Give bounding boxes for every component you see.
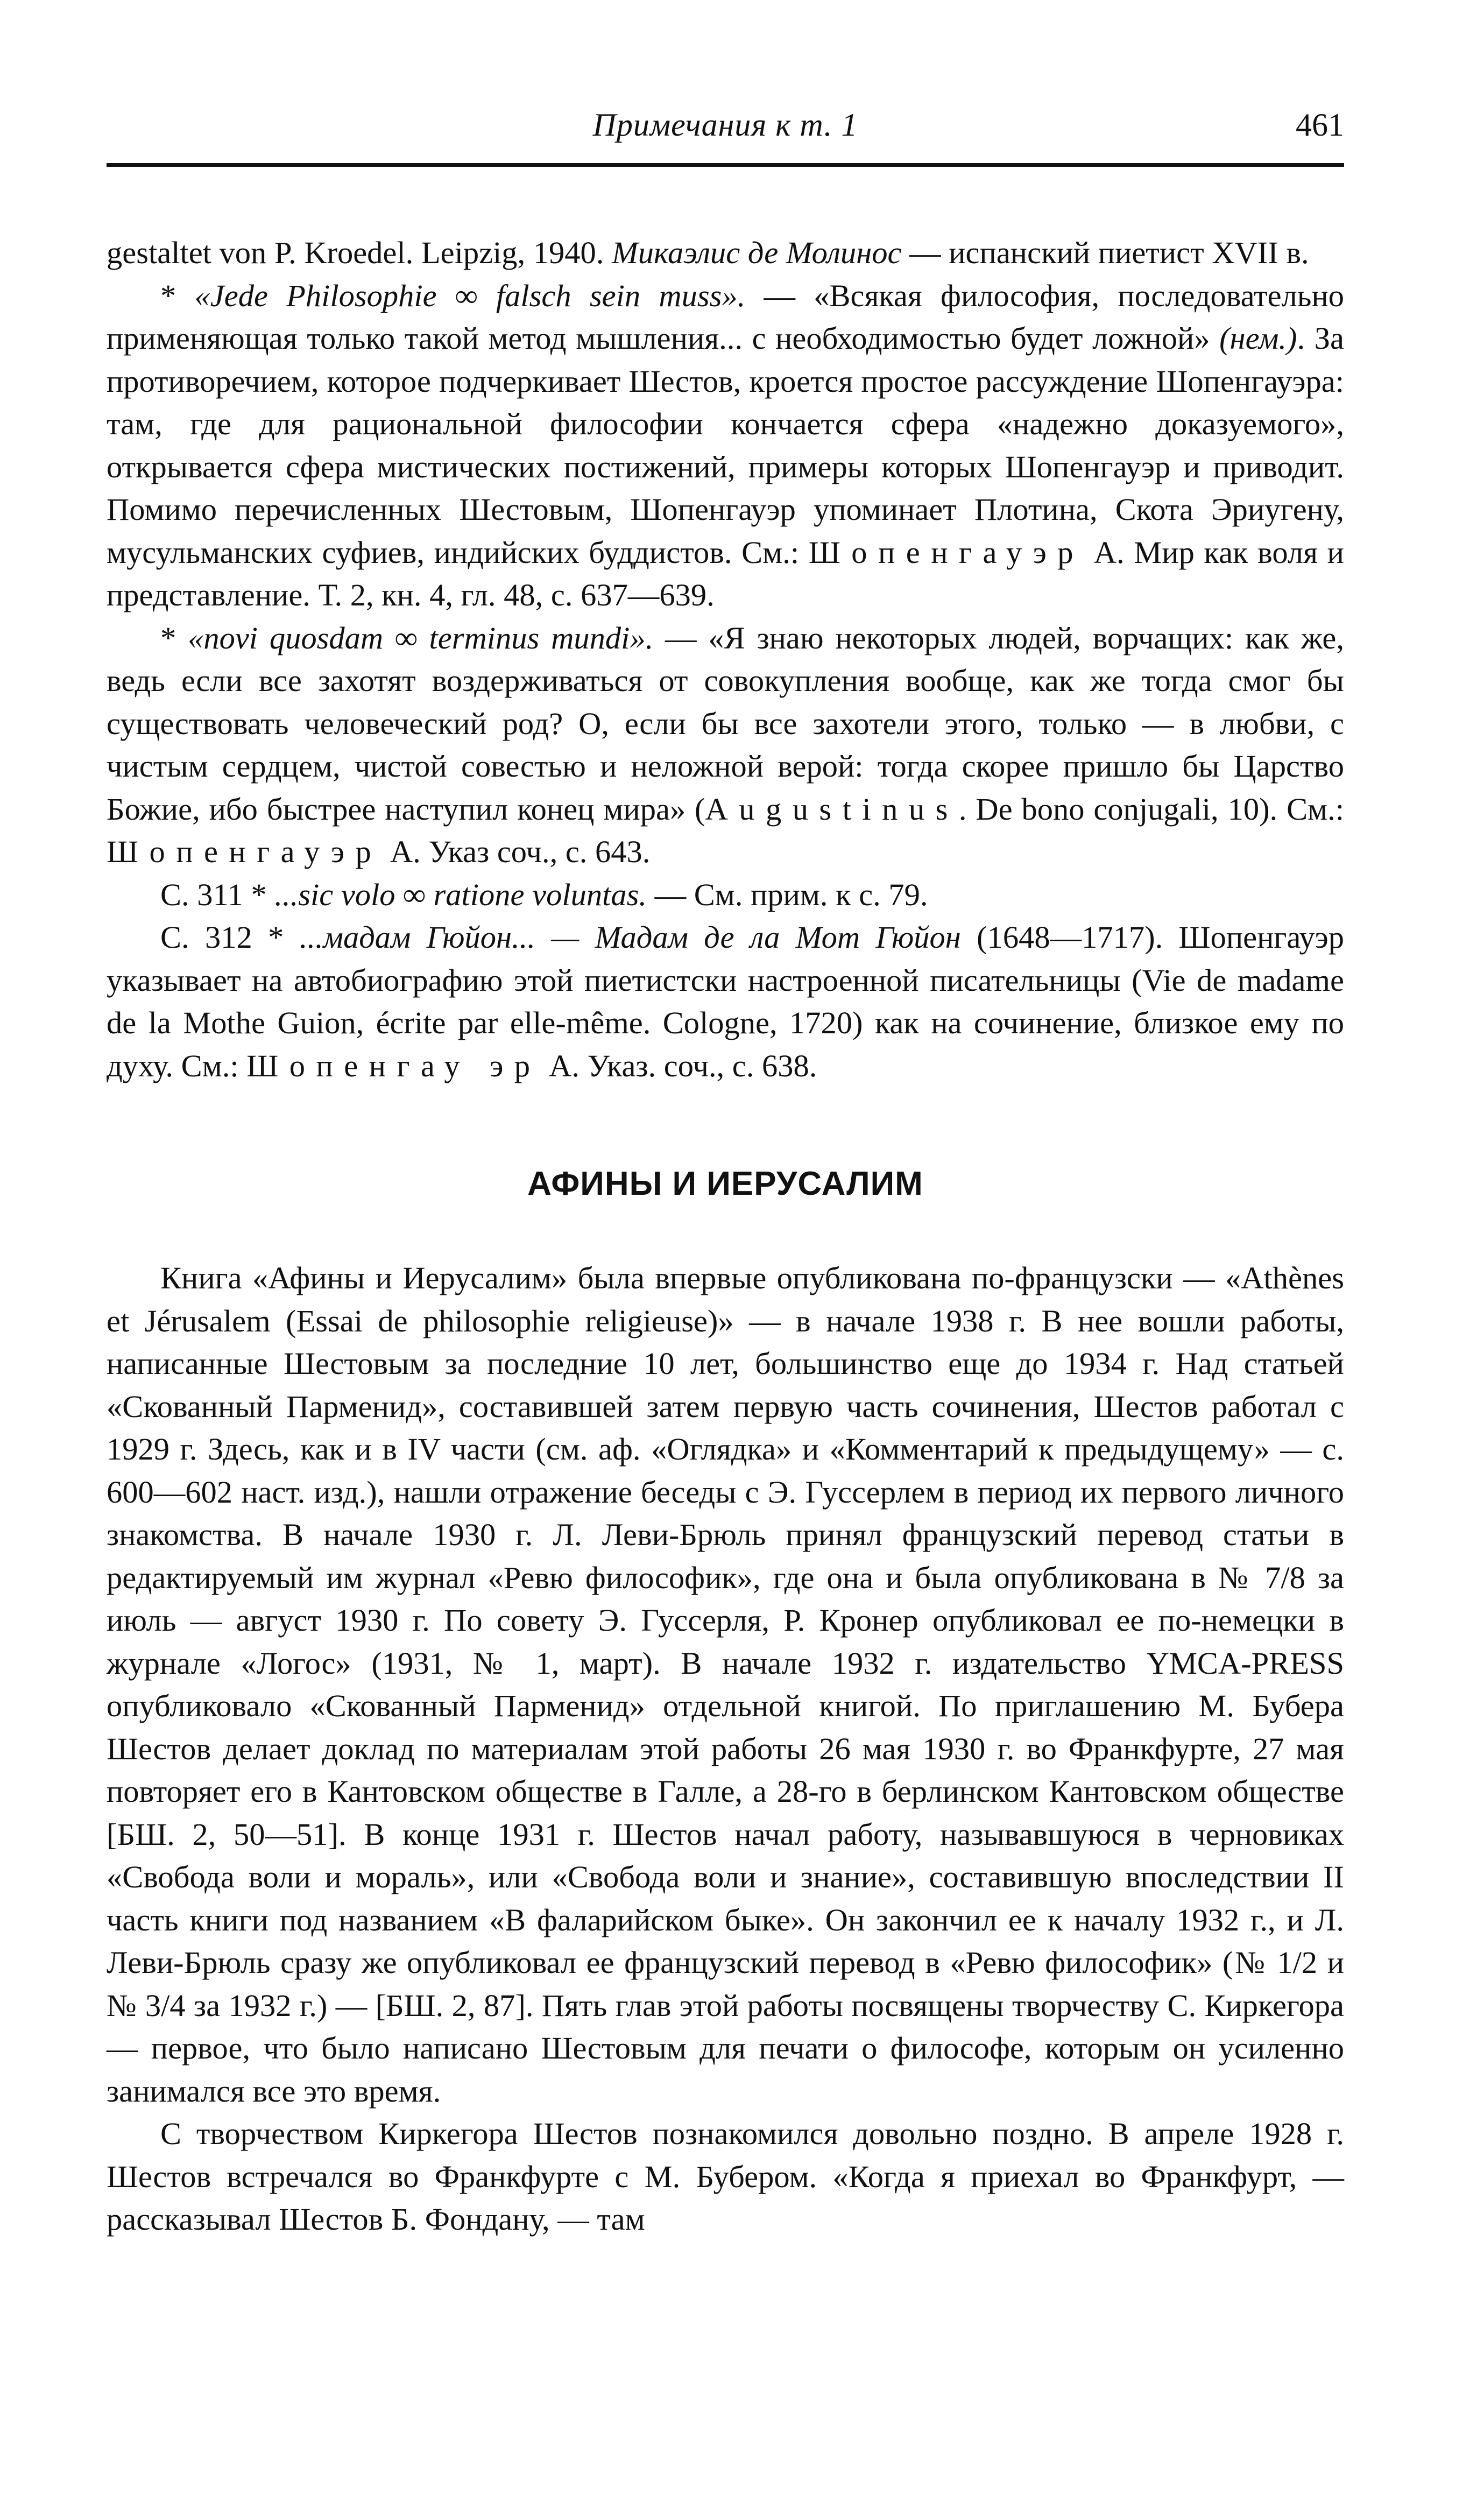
note-text: . За противоречием, которое подчеркивает Шестов, кроется простое рассуждение Шопенгауэра: там, где для рациональной философии кончается сфера «надежно доказуемого», открывается сфера мистических постижений, примеры которых Шопенгауэр и приводит. Помимо перечисленных Шестовым, Шопенгауэр упоминает Плотина, Скота Эриугену, мусульманских суфиев, индийских буддистов. См.: — [107, 321, 1344, 570]
note-text: А. Указ соч., с. 643. — [382, 834, 651, 869]
note-lemma: ...sic volo ∞ ratione voluntas. — [274, 877, 647, 912]
running-header — [107, 97, 1344, 161]
page-reference: С. 312 * — [160, 920, 300, 955]
note-text: gestaltet von P. Kroedel. Leipzig, 1940. — [107, 235, 612, 270]
language-mark: (нем.) — [1219, 321, 1297, 356]
header-rule — [107, 163, 1344, 167]
note-jede-philosophie — [107, 274, 1344, 617]
running-title: Примечания к т. 1 — [592, 107, 858, 143]
section-paragraph: С творчеством Киркегора Шестов познакомился довольно поздно. В апреле 1928 г. Шестов встречался во Франкфурте с М. Бубером. «Когда я приехал во Франкфурт, — рассказывал Шестов Б. Фондану, — там — [107, 2116, 1344, 2237]
note-text: . De bono conjugali, 10). См.: — [958, 791, 1344, 827]
body-text — [107, 231, 1344, 2241]
note-text: А. Указ. соч., с. 638. — [541, 1048, 817, 1083]
note-novi-quosdam — [107, 617, 1344, 873]
page-reference: С. 311 * — [160, 877, 275, 912]
note-continuation — [107, 231, 1344, 274]
note-text: А. Мир как воля и представление. Т. 2, кн. 4, гл. 48, с. 637—639. — [107, 534, 1344, 612]
note-page-311 — [107, 873, 1344, 917]
note-lemma: «novi quosdam ∞ terminus mundi». — [188, 620, 654, 656]
author-name-spaced: Шопенгау эр — [246, 1048, 541, 1083]
note-text: — «Всякая философия, последовательно применяющая только такой метод мышления... с необходимостью будет ложной» — [107, 278, 1345, 356]
author-name-spaced: Шопенгауэр — [107, 834, 383, 869]
note-name-italic: Микаэлис де Молинос — [612, 235, 902, 270]
asterisk-marker: * — [160, 620, 188, 656]
author-name-spaced: Шопенгауэр — [808, 534, 1085, 570]
section-paragraph: Книга «Афины и Иерусалим» была впервые опубликована по-французски — «Athènes et Jérusalem (Essai de philosophie religieuse)» — в начале 1938 г. В нее вошли работы, написанные Шестовым за последние 10 лет, большинство еще до 1934 г. Над статьей «Скованный Парменид», составившей затем первую часть сочинения, Шестов работал с 1929 г. Здесь, как и в IV части (см. аф. «Оглядка» и «Комментарий к предыдущему» — с. 600—602 наст. изд.), нашли отражение беседы с Э. Гуссерлем в период их первого личного знакомства. В начале 1930 г. Л. Леви-Брюль принял французский перевод статьи в редактируемый им журнал «Ревю философик», где она и была опубликована в № 7/8 за июль — август 1930 г. По совету Э. Гуссерля, Р. Кронер опубликовал ее по-немецки в журнале «Логос» (1931, № 1, март). В начале 1932 г. издательство YMCA-PRESS опубликовало «Скованный Парменид» отдельной книгой. По приглашению М. Бубера Шестов делает доклад по материалам этой работы 26 мая 1930 г. во Франкфурте, 27 мая повторяет его в Кантовском обществе в Галле, а 28-го в берлинском Кантовском обществе [БШ. 2, 50—51]. В конце 1931 г. Шестов начал работу, называвшуюся в черновиках «Свобода воли и мораль», или «Свобода воли и знание», составившую впоследствии II часть книги под названием «В фаларийском быке». Он закончил ее к началу 1932 г., и Л. Леви-Брюль сразу же опубликовал ее французский перевод в «Ревю философик» (№ 1/2 и № 3/4 за 1932 г.) — [БШ. 2, 87]. Пять глав этой работы посвящены творчеству С. Киркегора — первое, что было написано Шестовым для печати о философе, которым он усиленно занимался все это время. — [107, 1260, 1344, 2109]
asterisk-marker: * — [160, 278, 195, 313]
page-number: 461 — [1296, 107, 1344, 143]
note-page-312 — [107, 916, 1344, 1087]
note-text: (1648—1717). Шопенгауэр указывает на автобиографию этой пиетистски настроенной писательницы (Vie de madame de la Mothe Guion, écrite par elle-même. Cologne, 1720) как на сочинение, близкое ему по духу. См.: — [107, 920, 1344, 1083]
note-text: — «Я знаю некоторых людей, ворчащих: как же, ведь если все захотят воздерживаться от совокупления вообще, как же тогда смог бы существовать человеческий род? О, если бы все захотели этого, только — в любви, с чистым сердцем, чистой совестью и неложной верой: тогда скорее пришло бы Царство Божие, ибо быстрее наступил конец мира» ( — [107, 620, 1344, 827]
note-lemma: ...мадам Гюйон... — Мадам де ла Мот Гюйон — [299, 920, 961, 955]
page — [107, 97, 1344, 2241]
note-lemma: «Jede Philosophie ∞ falsch sein muss». — [194, 278, 746, 313]
note-text: — См. прим. к с. 79. — [647, 877, 928, 912]
note-text: — испанский пиетист XVII в. — [901, 235, 1309, 270]
author-name-spaced: Augustinus — [705, 791, 959, 827]
section-title: АФИНЫ И ИЕРУСАЛИМ — [527, 1165, 923, 1202]
